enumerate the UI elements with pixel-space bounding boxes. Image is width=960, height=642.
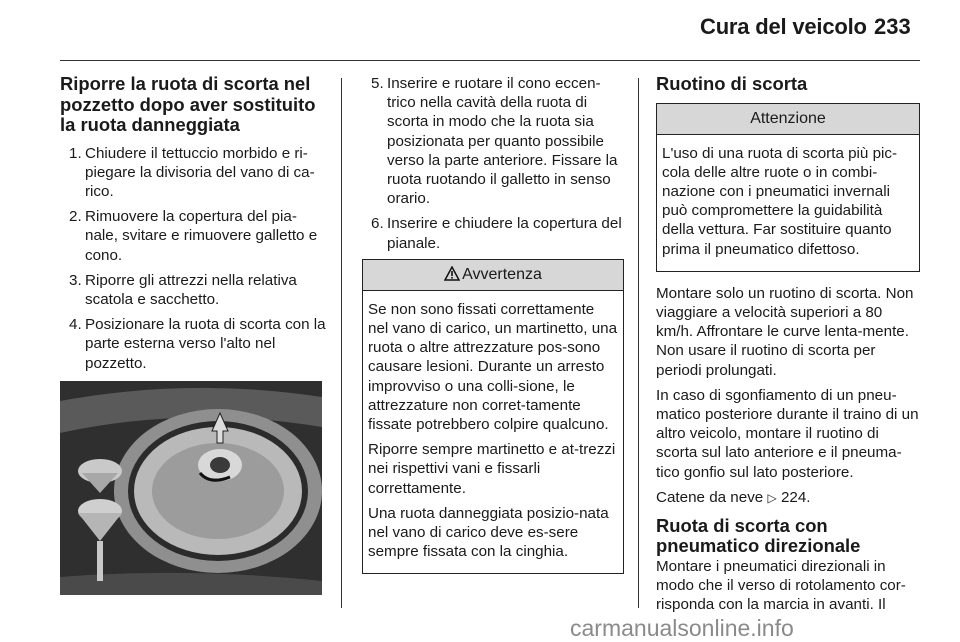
caution-box-title: Attenzione <box>657 104 919 135</box>
page-header-title: Cura del veicolo <box>700 14 867 39</box>
header-divider <box>60 60 920 61</box>
step-item: 4. Posizionare la ruota di scorta con la parte esterna verso l'alto nel pozzetto. <box>69 316 326 372</box>
chains-reference: Catene da neve ▷ 224. <box>656 488 811 506</box>
warning-box-body <box>363 291 623 574</box>
warning-box <box>362 259 624 575</box>
column-1 <box>60 74 326 595</box>
column-divider-2 <box>638 78 639 608</box>
section-heading: Ruotino di scorta <box>656 73 808 94</box>
warning-box-title: Avvertenza <box>363 260 623 291</box>
warning-paragraph: Una ruota danneggiata posizio-nata nel vano di carico deve es-sere sempre fissata con la cinghia. <box>368 504 609 561</box>
step-item: 1. Chiudere il tettuccio morbido e ri-piegare la divisoria del vano di ca-rico. <box>69 144 315 200</box>
step-item: 2. Rimuovere la copertura del pia-nale, svitare e rimuovere galletto e cono. <box>69 208 318 264</box>
column-divider-1 <box>341 78 342 608</box>
caution-box <box>656 103 920 272</box>
section-heading: Riporre la ruota di scorta nel pozzetto dopo aver sostituito la ruota danneggiata <box>60 73 316 135</box>
subsection-heading: Ruota di scorta con pneumatico direzionale <box>656 514 861 557</box>
steps-list <box>60 144 326 373</box>
column-3 <box>656 74 920 621</box>
watermark: carmanualsonline.info <box>570 615 794 641</box>
reference-arrow-icon: ▷ <box>767 490 777 505</box>
page-reference-link[interactable]: 224. <box>780 488 811 506</box>
steps-list-continued <box>362 74 624 253</box>
warning-paragraph: Riporre sempre martinetto e at-trezzi nei rispettivi vani e fissarli correttamente. <box>368 441 616 497</box>
warning-paragraph: Se non sono fissati correttamente nel vano di carico, un martinetto, una ruota o altre attrezzature pos-sono causare lesioni. Durante un arresto improvviso o una colli-sione, le attrezzature non corret-tamente fissate potrebbero colpire qualcuno. <box>368 300 618 434</box>
step-item: 5. Inserire e ruotare il cono eccen-trico nella cavità della ruota di scorta in modo che la ruota sia posizionata per quanto possibile verso la parte anteriore. Fissare la ruota ruotando il galletto in senso orario. <box>371 75 618 208</box>
page-number: 233 <box>874 14 911 39</box>
column-2 <box>362 74 624 574</box>
caution-text: L'uso di una ruota di scorta più pic-cola delle altre ruote o in combi-nazione con i pneumatici invernali può compromettere la guidabilità della vettura. Far sostituire quanto prima il pneumatico difettoso. <box>662 144 898 258</box>
body-paragraph: Montare solo un ruotino di scorta. Non viaggiare a velocità superiori a 80 km/h. Affrontare le curve lenta-mente. Non usare il ruotino di scorta per periodi prolungati. <box>656 284 914 379</box>
spare-wheel-illustration <box>60 381 322 595</box>
step-item: 6. Inserire e chiudere la copertura del pianale. <box>371 215 622 252</box>
body-paragraph: In caso di sgonfiamento di un pneu-matico posteriore durante il traino di un altro veicolo, montare il ruotino di scorta sul lato anteriore e il pneuma-tico gonfio sul lato posteriore. <box>656 386 919 481</box>
warning-triangle-icon <box>444 266 460 281</box>
caution-box-body <box>657 135 919 271</box>
step-item: 3. Riporre gli attrezzi nella relativa scatola e sacchetto. <box>69 271 297 308</box>
body-paragraph: Montare i pneumatici direzionali in modo che il verso di rotolamento cor-risponda con la marcia in avanti. Il <box>656 557 906 614</box>
